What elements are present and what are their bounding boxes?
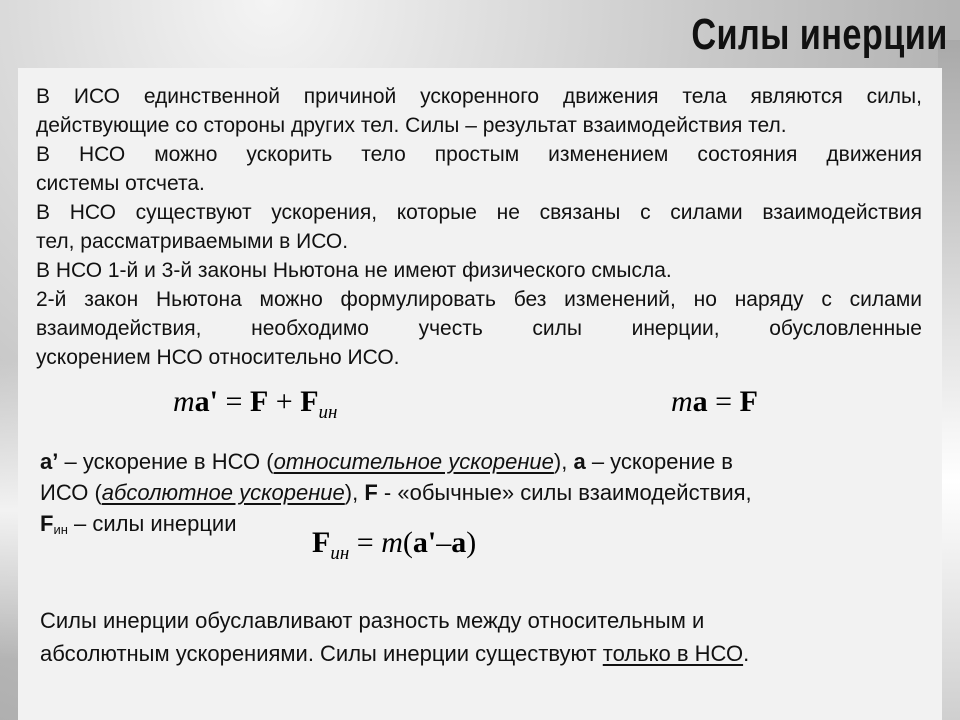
formula3-close-paren: )	[466, 526, 477, 559]
def-close-paren-1: ),	[553, 449, 574, 474]
def-Fin-symbol: F	[40, 511, 54, 536]
def-close-paren-2: ),	[344, 480, 365, 505]
formula3-accel-prime: a	[412, 526, 428, 559]
formula3-mass: m	[381, 526, 403, 559]
definitions-block	[40, 446, 930, 545]
formula3-minus: –	[436, 526, 452, 559]
conclusion-line1: Силы инерции обуславливают разность между относительным и	[40, 608, 705, 633]
formula2-equals: =	[707, 385, 740, 418]
formula3-prime: '	[427, 526, 437, 559]
formula1-force: F	[249, 385, 269, 418]
conclusion-line2: абсолютным ускорениями. Силы инерции существуют	[40, 641, 603, 666]
formula1-inertial-subscript: ин	[318, 402, 338, 423]
formula1-accel: a	[194, 385, 210, 418]
formula2-accel: a	[692, 385, 708, 418]
def-a-prime-text: – ускорение в НСО (	[58, 449, 274, 474]
intro-p4-line1: В НСО 1-й и 3-й законы Ньютона не имеют физического смысла.	[36, 259, 672, 282]
intro-p1-line1: В ИСО единственной причиной ускоренного движения тела являются силы,	[36, 85, 922, 108]
formula3-force: F	[312, 526, 331, 559]
intro-p1-line2: действующие со стороны других тел. Силы – результат взаимодействия тел.	[36, 114, 787, 137]
formula-newton-second-law-iso	[671, 385, 758, 419]
def-a-symbol: a	[573, 449, 586, 474]
intro-p5-line2: взаимодействия, необходимо учесть силы инерции, обусловленные	[36, 317, 922, 340]
formula1-mass: m	[173, 385, 195, 418]
intro-p3-line2: тел, рассматриваемыми в ИСО.	[36, 230, 349, 253]
def-F-text: - «обычные» силы взаимодействия,	[377, 480, 752, 505]
def-Fin-text: – силы инерции	[67, 511, 237, 536]
def-line2-start: ИСО (	[40, 480, 102, 505]
formula3-open-paren: (	[402, 526, 413, 559]
conclusion-end: .	[743, 641, 750, 666]
slide-title: Силы инерции	[691, 10, 948, 59]
def-relative-acceleration-term: относительное ускорение	[273, 449, 554, 474]
formula3-equals: =	[349, 526, 382, 559]
formula2-force: F	[739, 385, 758, 418]
formula-newton-second-law-nso	[173, 385, 337, 424]
formula2-mass: m	[671, 385, 693, 418]
intro-p2-line2: системы отсчета.	[36, 172, 205, 195]
def-Fin-subscript: ин	[53, 522, 68, 537]
formula1-inertial-force: F	[300, 385, 319, 418]
intro-p2-line1: В НСО можно ускорить тело простым изменением состояния движения	[36, 143, 922, 166]
def-a-text: – ускорение в	[585, 449, 733, 474]
formula1-plus: +	[268, 385, 301, 418]
intro-p5-line1: 2-й закон Ньютона можно формулировать без изменений, но наряду с силами	[36, 288, 922, 311]
intro-text-block	[36, 82, 922, 372]
conclusion-block	[40, 604, 930, 670]
formula-inertial-force	[312, 526, 476, 565]
formula1-equals: =	[218, 385, 250, 418]
conclusion-underlined-term: только в НСО	[602, 641, 744, 666]
def-a-prime-symbol: a’	[40, 449, 59, 474]
def-F-symbol: F	[364, 480, 378, 505]
formula1-prime: '	[209, 385, 219, 418]
intro-p3-line1: В НСО существуют ускорения, которые не связаны с силами взаимодействия	[36, 201, 922, 224]
def-absolute-acceleration-term: абсолютное ускорение	[101, 480, 345, 505]
formula3-subscript: ин	[330, 543, 350, 564]
formula3-accel: a	[451, 526, 467, 559]
intro-p5-line3: ускорением НСО относительно ИСО.	[36, 346, 400, 369]
